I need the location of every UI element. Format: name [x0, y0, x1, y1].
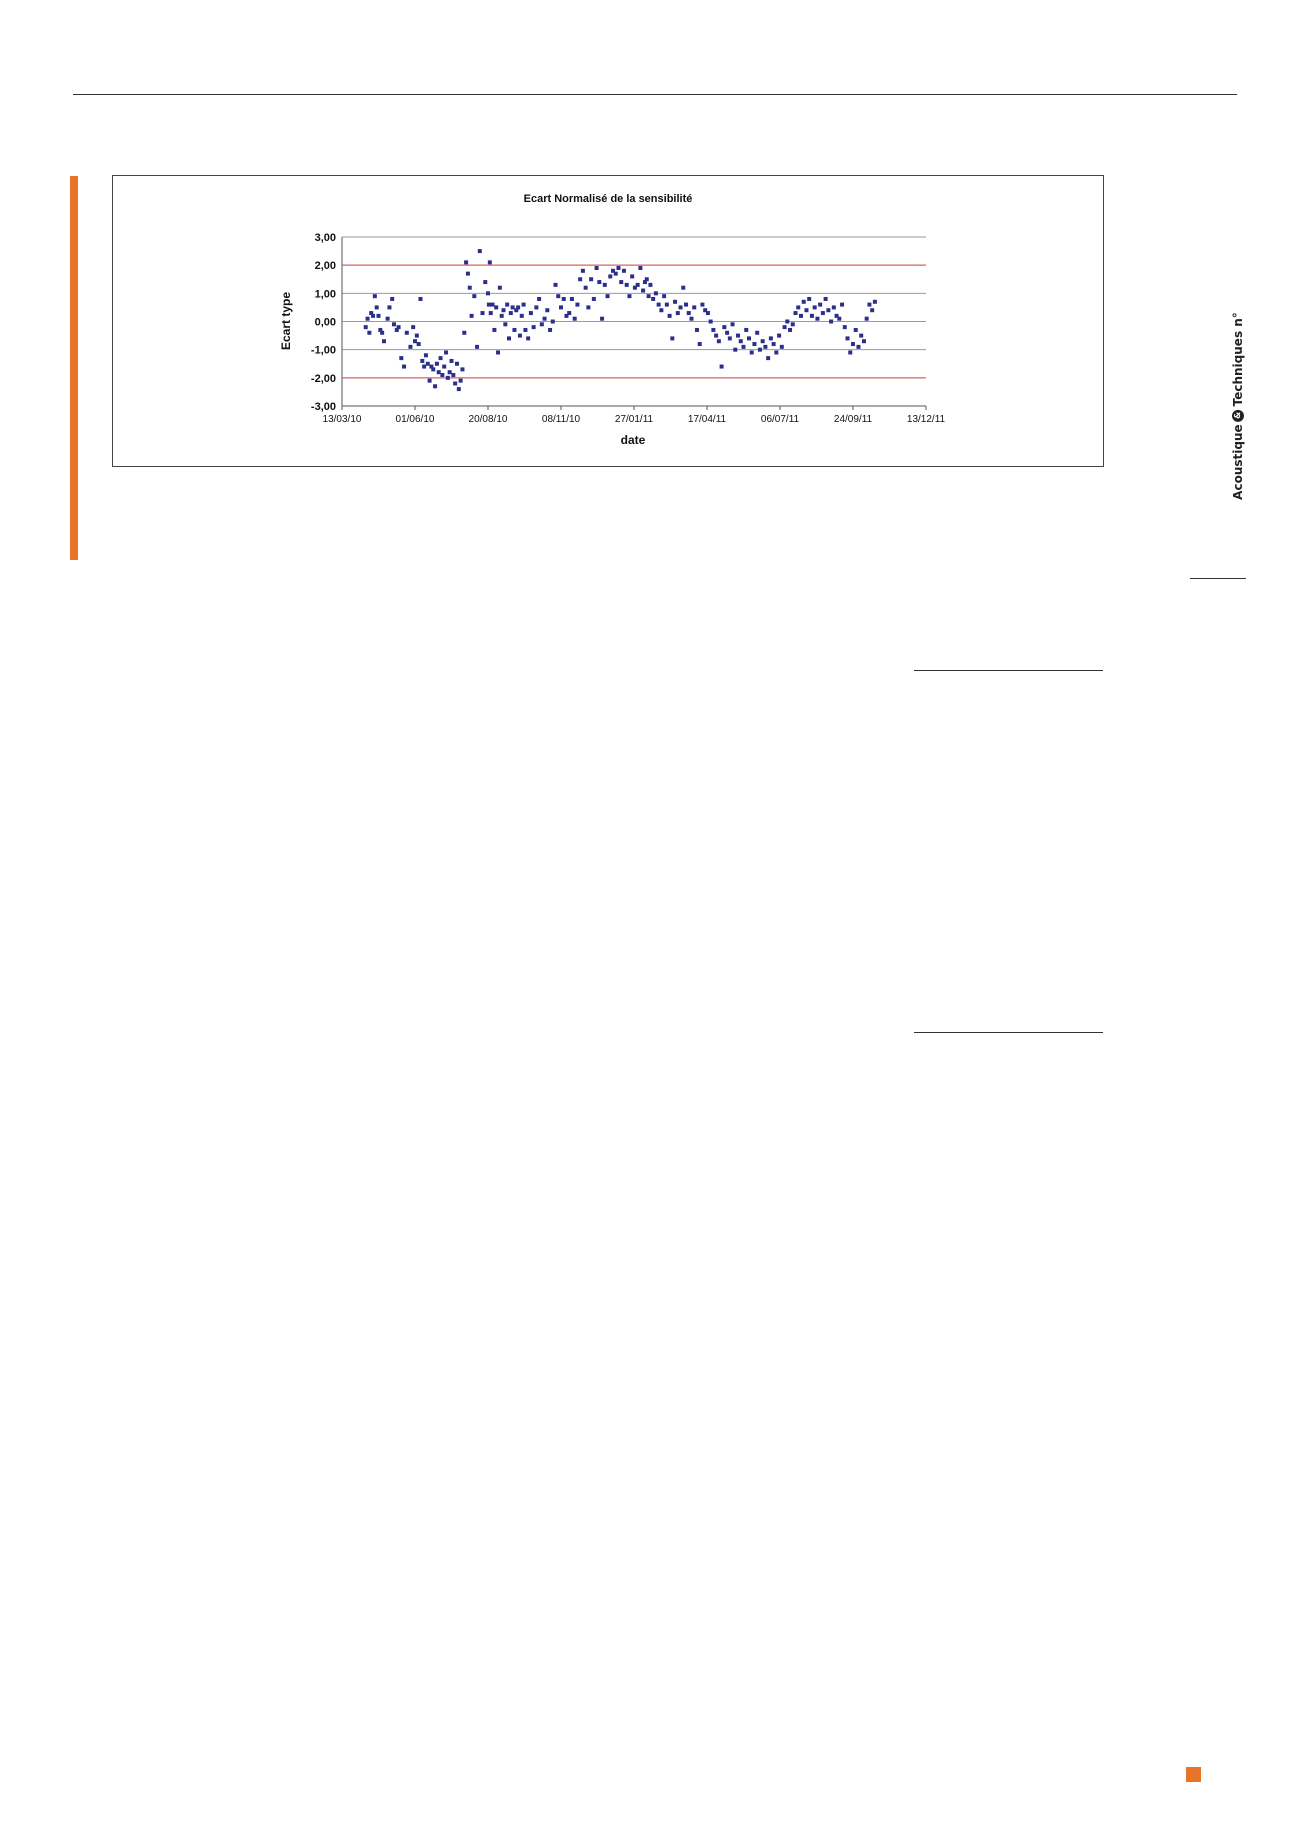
data-point — [408, 345, 412, 349]
data-point — [459, 379, 463, 383]
data-point — [488, 260, 492, 264]
data-point — [397, 325, 401, 329]
data-point — [494, 305, 498, 309]
data-point — [679, 305, 683, 309]
data-point — [520, 314, 524, 318]
data-point — [837, 317, 841, 321]
data-point — [529, 311, 533, 315]
data-point — [742, 345, 746, 349]
data-point — [670, 336, 674, 340]
data-point — [622, 269, 626, 273]
data-point — [761, 339, 765, 343]
data-point — [752, 342, 756, 346]
data-point — [532, 325, 536, 329]
data-point — [437, 370, 441, 374]
data-point — [418, 297, 422, 301]
data-point — [627, 294, 631, 298]
data-point — [758, 348, 762, 352]
data-point — [478, 249, 482, 253]
y-tick-label: 2,00 — [314, 260, 336, 273]
x-tick-label: 06/07/11 — [760, 414, 800, 425]
data-point — [647, 294, 651, 298]
data-point — [375, 305, 379, 309]
data-point — [440, 373, 444, 377]
data-point — [573, 317, 577, 321]
data-point — [665, 303, 669, 307]
data-point — [747, 336, 751, 340]
data-point — [725, 331, 729, 335]
data-point — [859, 334, 863, 338]
data-point — [481, 311, 485, 315]
data-point — [636, 283, 640, 287]
data-point — [486, 291, 490, 295]
data-point — [523, 328, 527, 332]
data-point — [537, 297, 541, 301]
data-point — [720, 365, 724, 369]
data-point — [377, 314, 381, 318]
data-point — [662, 294, 666, 298]
data-point — [821, 311, 825, 315]
data-point — [813, 305, 817, 309]
side-label-acoustique: Acoustique — [1231, 424, 1245, 500]
data-point — [581, 269, 585, 273]
footer-square-icon — [1186, 1767, 1201, 1782]
figure-frame — [112, 175, 1104, 467]
data-point — [518, 334, 522, 338]
data-point — [695, 328, 699, 332]
data-point — [420, 359, 424, 363]
data-point — [483, 280, 487, 284]
data-point — [684, 303, 688, 307]
column-rule-upper — [914, 670, 1103, 671]
data-point — [586, 305, 590, 309]
data-point — [810, 314, 814, 318]
data-point — [630, 274, 634, 278]
data-point — [562, 297, 566, 301]
x-tick-label: 20/08/10 — [468, 414, 508, 425]
data-point — [415, 334, 419, 338]
data-point — [865, 317, 869, 321]
data-point — [785, 320, 789, 324]
y-tick-label: 3,00 — [314, 232, 336, 244]
journal-logo-icon: & — [1232, 409, 1244, 421]
x-axis-label: date — [620, 433, 646, 447]
scatter-chart — [113, 176, 1103, 466]
data-point — [462, 331, 466, 335]
data-point — [641, 289, 645, 293]
data-point — [512, 328, 516, 332]
data-point — [578, 277, 582, 281]
x-tick-label: 01/06/10 — [395, 414, 435, 425]
data-point — [862, 339, 866, 343]
data-point — [802, 300, 806, 304]
data-point — [366, 317, 370, 321]
data-point — [522, 303, 526, 307]
data-point — [673, 300, 677, 304]
data-point — [422, 365, 426, 369]
x-tick-label: 27/01/11 — [614, 414, 654, 425]
y-tick-labels — [311, 232, 336, 413]
data-point — [399, 356, 403, 360]
y-axis-label: Ecart type — [279, 291, 293, 351]
data-point — [856, 345, 860, 349]
data-point — [766, 356, 770, 360]
data-point — [431, 367, 435, 371]
data-point — [455, 362, 459, 366]
data-point — [428, 379, 432, 383]
data-point — [714, 334, 718, 338]
data-point — [450, 359, 454, 363]
data-point — [736, 334, 740, 338]
data-point — [390, 297, 394, 301]
data-point — [625, 283, 629, 287]
y-tick-label: 0,00 — [314, 316, 336, 329]
data-point — [503, 322, 507, 326]
data-point — [470, 314, 474, 318]
data-points — [364, 249, 877, 391]
x-tick-labels — [323, 406, 946, 425]
data-point — [608, 274, 612, 278]
data-point — [433, 384, 437, 388]
data-point — [854, 328, 858, 332]
data-point — [475, 345, 479, 349]
data-point — [638, 266, 642, 270]
data-point — [453, 381, 457, 385]
data-point — [676, 311, 680, 315]
x-tick-label: 17/04/11 — [687, 414, 727, 425]
column-rule-lower — [914, 1032, 1103, 1033]
data-point — [818, 303, 822, 307]
data-point — [709, 320, 713, 324]
data-point — [603, 283, 607, 287]
data-point — [511, 305, 515, 309]
data-point — [575, 303, 579, 307]
data-point — [832, 305, 836, 309]
data-point — [448, 370, 452, 374]
data-point — [373, 294, 377, 298]
data-point — [867, 303, 871, 307]
data-point — [807, 297, 811, 301]
data-point — [600, 317, 604, 321]
data-point — [692, 305, 696, 309]
data-point — [556, 294, 560, 298]
data-point — [843, 325, 847, 329]
data-point — [651, 297, 655, 301]
data-point — [392, 322, 396, 326]
data-point — [526, 336, 530, 340]
data-point — [364, 325, 368, 329]
data-point — [870, 308, 874, 312]
data-point — [783, 325, 787, 329]
data-point — [614, 272, 618, 276]
data-point — [386, 317, 390, 321]
y-tick-label: 1,00 — [314, 288, 336, 301]
data-point — [417, 342, 421, 346]
data-point — [405, 331, 409, 335]
data-point — [597, 280, 601, 284]
data-point — [534, 305, 538, 309]
data-point — [567, 311, 571, 315]
data-point — [799, 314, 803, 318]
data-point — [472, 294, 476, 298]
data-point — [750, 350, 754, 354]
data-point — [446, 376, 450, 380]
data-point — [367, 331, 371, 335]
data-point — [551, 320, 555, 324]
data-point — [840, 303, 844, 307]
accent-bar — [70, 176, 78, 560]
data-point — [739, 339, 743, 343]
data-point — [829, 320, 833, 324]
data-point — [543, 317, 547, 321]
data-point — [380, 331, 384, 335]
data-point — [722, 325, 726, 329]
side-label-techniques: Techniques n° — [1231, 312, 1245, 407]
data-point — [777, 334, 781, 338]
data-point — [851, 342, 855, 346]
data-point — [648, 283, 652, 287]
data-point — [796, 305, 800, 309]
data-point — [733, 348, 737, 352]
data-point — [387, 305, 391, 309]
data-point — [382, 339, 386, 343]
data-point — [540, 322, 544, 326]
y-tick-label: -1,00 — [310, 344, 336, 357]
data-point — [502, 308, 506, 312]
data-point — [426, 362, 430, 366]
data-point — [717, 339, 721, 343]
data-point — [687, 311, 691, 315]
data-point — [848, 350, 852, 354]
data-point — [873, 300, 877, 304]
data-point — [592, 297, 596, 301]
data-point — [772, 342, 776, 346]
x-tick-label: 24/09/11 — [833, 414, 873, 425]
data-point — [545, 308, 549, 312]
data-point — [774, 350, 778, 354]
data-point — [804, 308, 808, 312]
data-point — [371, 314, 375, 318]
data-point — [794, 311, 798, 315]
data-point — [763, 345, 767, 349]
data-point — [457, 387, 461, 391]
data-point — [413, 339, 417, 343]
chart-title: Ecart Normalisé de la sensibilité — [523, 193, 693, 205]
data-point — [559, 305, 563, 309]
data-point — [500, 314, 504, 318]
data-point — [826, 308, 830, 312]
data-point — [681, 286, 685, 290]
data-point — [595, 266, 599, 270]
data-point — [698, 342, 702, 346]
data-point — [654, 291, 658, 295]
data-point — [402, 365, 406, 369]
data-point — [491, 303, 495, 307]
data-point — [728, 336, 732, 340]
data-point — [791, 322, 795, 326]
data-point — [706, 311, 710, 315]
x-tick-label: 13/12/11 — [906, 414, 946, 425]
data-point — [616, 266, 620, 270]
data-point — [846, 336, 850, 340]
data-point — [505, 303, 509, 307]
data-point — [619, 280, 623, 284]
data-point — [516, 305, 520, 309]
data-point — [464, 260, 468, 264]
data-point — [451, 373, 455, 377]
data-point — [444, 350, 448, 354]
data-point — [439, 356, 443, 360]
data-point — [700, 303, 704, 307]
data-point — [442, 365, 446, 369]
journal-side-label — [1231, 312, 1245, 500]
data-point — [645, 277, 649, 281]
data-point — [744, 328, 748, 332]
data-point — [584, 286, 588, 290]
data-point — [815, 317, 819, 321]
data-point — [468, 286, 472, 290]
data-point — [496, 350, 500, 354]
data-point — [460, 367, 464, 371]
header-rule — [73, 94, 1237, 95]
data-point — [659, 308, 663, 312]
data-point — [824, 297, 828, 301]
data-point — [668, 314, 672, 318]
data-point — [788, 328, 792, 332]
data-point — [769, 336, 773, 340]
y-tick-label: -3,00 — [310, 401, 336, 413]
data-point — [411, 325, 415, 329]
data-point — [498, 286, 502, 290]
data-point — [780, 345, 784, 349]
data-point — [489, 311, 493, 315]
data-point — [689, 317, 693, 321]
y-tick-label: -2,00 — [310, 372, 336, 385]
data-point — [731, 322, 735, 326]
data-point — [424, 353, 428, 357]
data-point — [492, 328, 496, 332]
data-point — [589, 277, 593, 281]
data-point — [570, 297, 574, 301]
data-point — [435, 362, 439, 366]
side-rule — [1190, 578, 1246, 579]
data-point — [711, 328, 715, 332]
data-point — [487, 303, 491, 307]
data-point — [548, 328, 552, 332]
data-point — [466, 272, 470, 276]
data-point — [509, 311, 513, 315]
data-point — [606, 294, 610, 298]
x-tick-label: 08/11/10 — [541, 414, 581, 425]
data-point — [755, 331, 759, 335]
data-point — [554, 283, 558, 287]
data-point — [507, 336, 511, 340]
data-point — [657, 303, 661, 307]
x-tick-label: 13/03/10 — [322, 414, 362, 425]
